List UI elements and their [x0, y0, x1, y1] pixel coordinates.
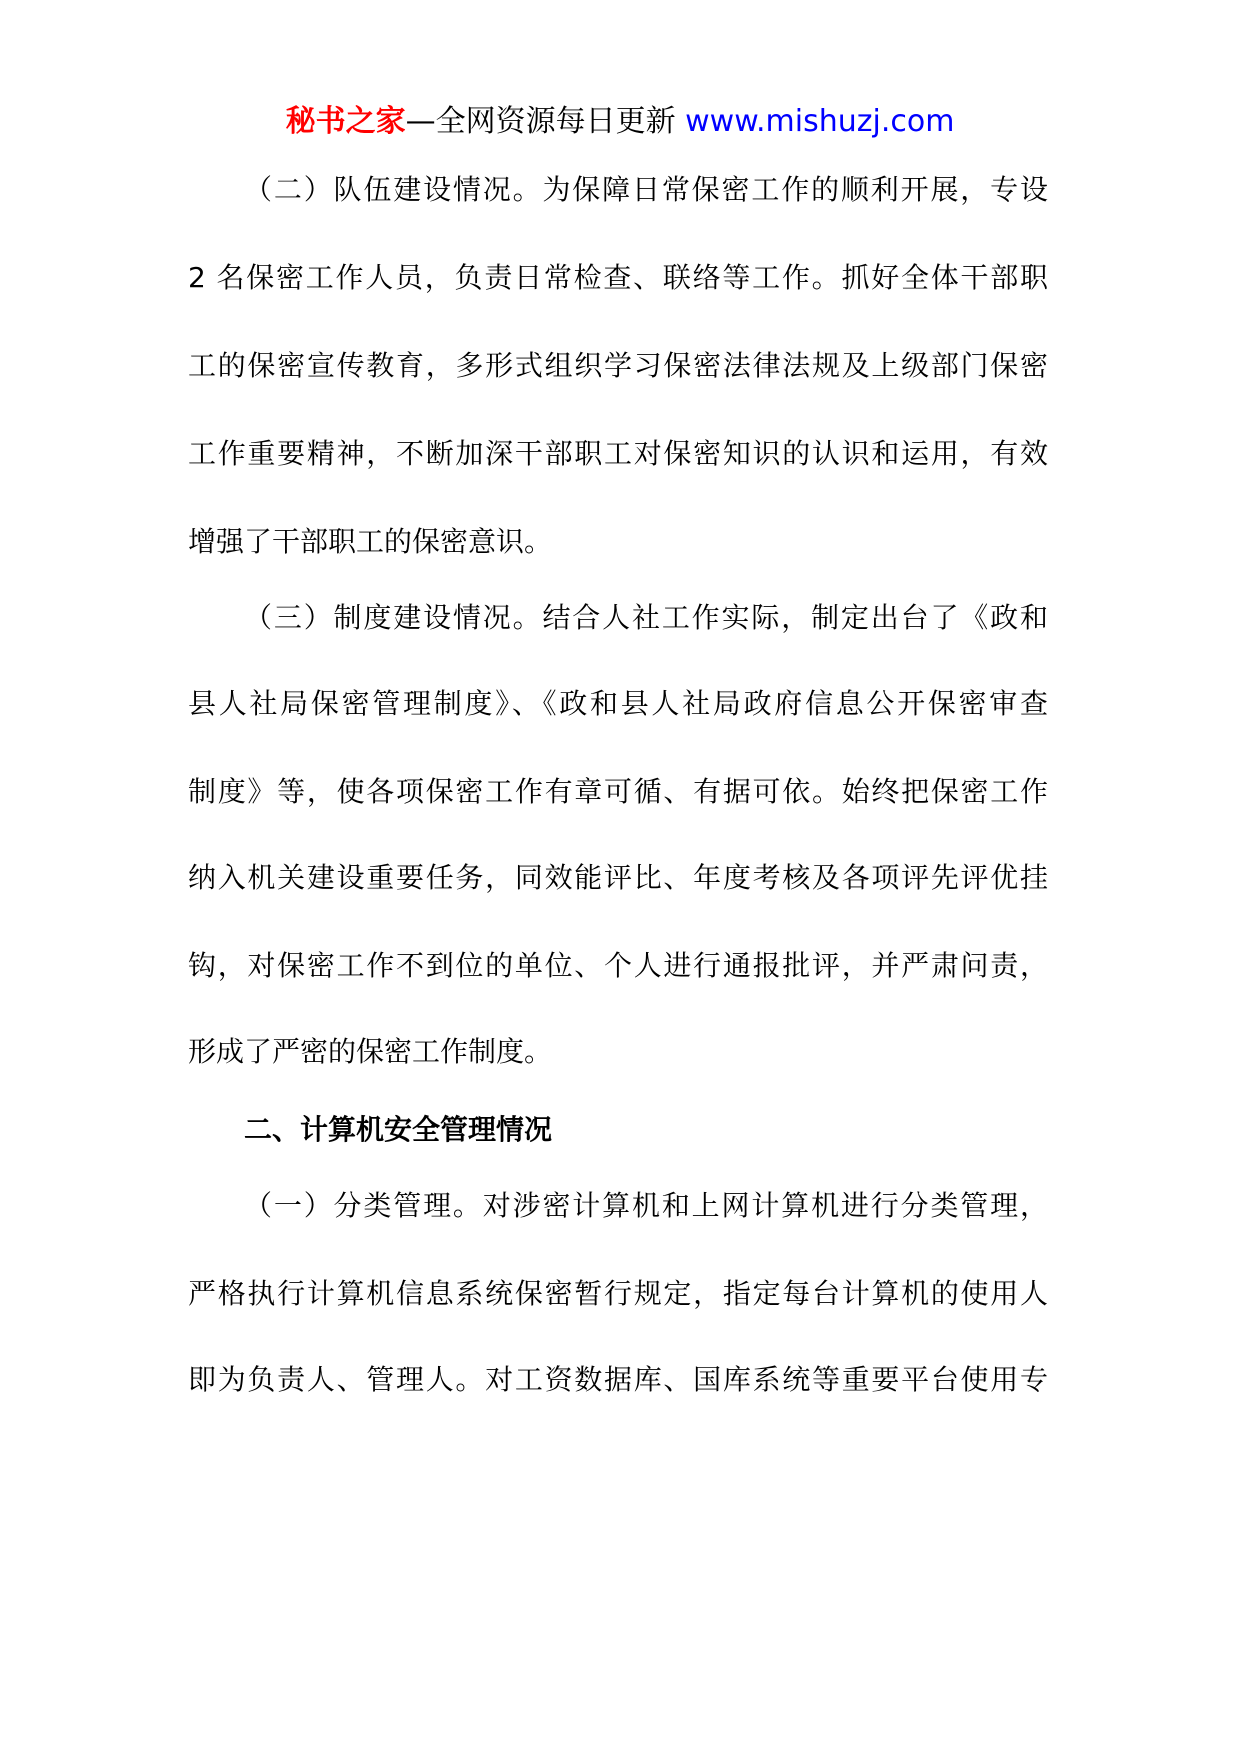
paragraph-system-building-line-5: 钩，对保密工作不到位的单位、个人进行通报批评，并严肃问责， [188, 949, 1048, 982]
paragraph-system-building-line-6: 形成了严密的保密工作制度。 [188, 1035, 553, 1068]
paragraph-team-building-line-2: 2 名保密工作人员，负责日常检查、联络等工作。抓好全体干部职 [188, 261, 1048, 294]
site-slogan: 全网资源每日更新 [435, 104, 676, 139]
paragraph-team-building-line-5: 增强了干部职工的保密意识。 [188, 525, 553, 558]
paragraph-system-building-line-2: 县人社局保密管理制度》、《政和县人社局政府信息公开保密审查 [188, 687, 1048, 720]
paragraph-system-building-line-3: 制度》等，使各项保密工作有章可循、有据可依。始终把保密工作 [188, 775, 1048, 808]
section-heading-computer-security: 二、计算机安全管理情况 [244, 1113, 553, 1146]
paragraph-system-building-line-4: 纳入机关建设重要任务，同效能评比、年度考核及各项评先评优挂 [188, 861, 1048, 894]
paragraph-classified-management-line-2: 严格执行计算机信息系统保密暂行规定，指定每台计算机的使用人 [188, 1277, 1048, 1310]
header-dash: — [405, 104, 436, 139]
paragraph-classified-management-line-1: （一）分类管理。对涉密计算机和上网计算机进行分类管理， [244, 1189, 1048, 1222]
paragraph-team-building-line-3: 工的保密宣传教育，多形式组织学习保密法律法规及上级部门保密 [188, 349, 1048, 382]
paragraph-team-building-line-1: （二）队伍建设情况。为保障日常保密工作的顺利开展，专设 [244, 173, 1048, 206]
site-url-link[interactable]: www.mishuzj.com [685, 104, 955, 139]
site-header [0, 100, 1240, 144]
paragraph-classified-management-line-3: 即为负责人、管理人。对工资数据库、国库系统等重要平台使用专 [188, 1363, 1048, 1396]
site-brand: 秘书之家 [285, 104, 406, 139]
paragraph-team-building-line-4: 工作重要精神，不断加深干部职工对保密知识的认识和运用，有效 [188, 437, 1048, 470]
paragraph-system-building-line-1: （三）制度建设情况。结合人社工作实际，制定出台了《政和 [244, 601, 1048, 634]
